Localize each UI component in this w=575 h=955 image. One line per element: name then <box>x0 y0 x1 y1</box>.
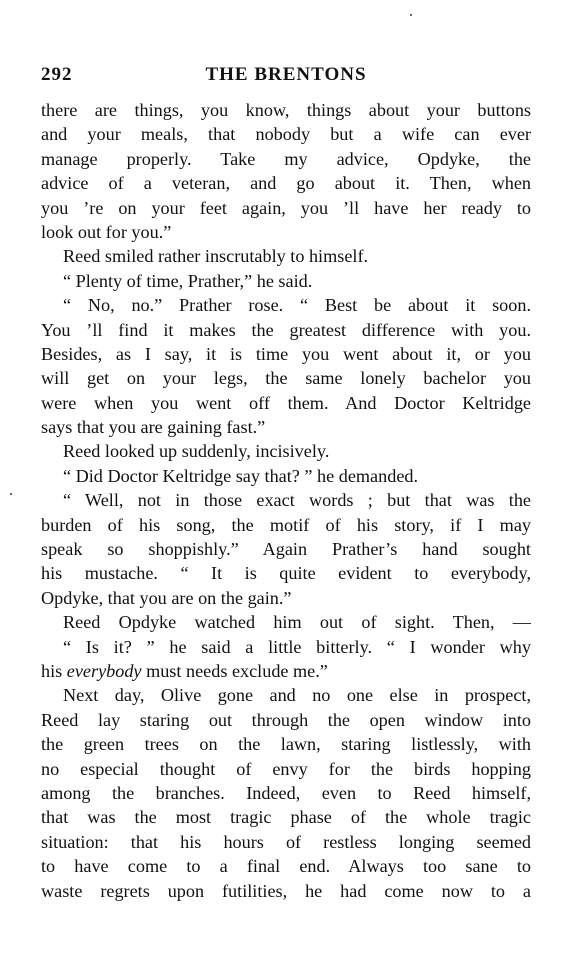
text-line: speak so shoppishly.” Again Prather’s hand sought <box>41 539 531 560</box>
text-line: among the branches. Indeed, even to Reed himself, <box>41 782 531 803</box>
text-line: Reed lay staring out through the open window into <box>41 709 531 730</box>
text-line: the green trees on the lawn, staring listlessly, with <box>41 734 531 755</box>
book-page <box>41 60 531 903</box>
body-text <box>41 98 531 903</box>
text-line: will get on your legs, the same lonely bachelor you <box>41 368 531 389</box>
text-line: waste regrets upon futilities, he had come now to a <box>41 880 531 901</box>
text-line: “ Well, not in those exact words ; but that was the <box>63 490 531 511</box>
text-line: no especial thought of envy for the birds hopping <box>41 758 531 779</box>
text-line: Besides, as I say, it is time you went about it, or you <box>41 343 531 364</box>
text-line: Next day, Olive gone and no one else in prospect, <box>63 685 531 706</box>
text-line: and your meals, that nobody but a wife can ever <box>41 124 531 145</box>
text-line: advice of a veteran, and go about it. Then, when <box>41 173 531 194</box>
text-line: Opdyke, that you are on the gain.” <box>41 587 292 608</box>
page-header <box>41 60 531 90</box>
running-title: THE BRENTONS <box>205 64 367 85</box>
text-line: burden of his song, the motif of his story, if I may <box>41 514 531 535</box>
text-line: “ No, no.” Prather rose. “ Best be about it soon. <box>63 295 531 316</box>
text-line: his everybody must needs exclude me.” <box>41 660 328 681</box>
print-speck-top <box>410 14 412 16</box>
text-line: there are things, you know, things about your buttons <box>41 100 531 120</box>
text-line: situation: that his hours of restless longing seemed <box>41 831 531 852</box>
text-line: to have come to a final end. Always too sane to <box>41 856 531 877</box>
text-line: says that you are gaining fast.” <box>41 417 266 438</box>
text-line: you ’re on your feet again, you ’ll have her ready to <box>41 197 531 218</box>
text-line: Reed smiled rather inscrutably to himself. <box>63 246 369 267</box>
text-line: manage properly. Take my advice, Opdyke, the <box>41 148 531 169</box>
text-line: that was the most tragic phase of the whole tragic <box>41 807 531 828</box>
text-line: “ Plenty of time, Prather,” he said. <box>63 270 313 291</box>
print-speck-margin <box>10 493 12 495</box>
text-line: look out for you.” <box>41 221 172 242</box>
text-line: “ Is it? ” he said a little bitterly. “ I wonder why <box>63 636 531 657</box>
text-line: “ Did Doctor Keltridge say that? ” he demanded. <box>63 465 419 486</box>
text-line: Reed Opdyke watched him out of sight. Then, — <box>63 612 531 633</box>
italic-word: everybody <box>66 660 142 681</box>
text-line: were when you went off them. And Doctor Keltridge <box>41 392 531 413</box>
text-line: his mustache. “ It is quite evident to everybody, <box>41 563 531 584</box>
text-line: You ’ll find it makes the greatest difference with you. <box>41 319 531 340</box>
page-number: 292 <box>41 64 73 85</box>
text-line: Reed looked up suddenly, incisively. <box>63 441 330 462</box>
